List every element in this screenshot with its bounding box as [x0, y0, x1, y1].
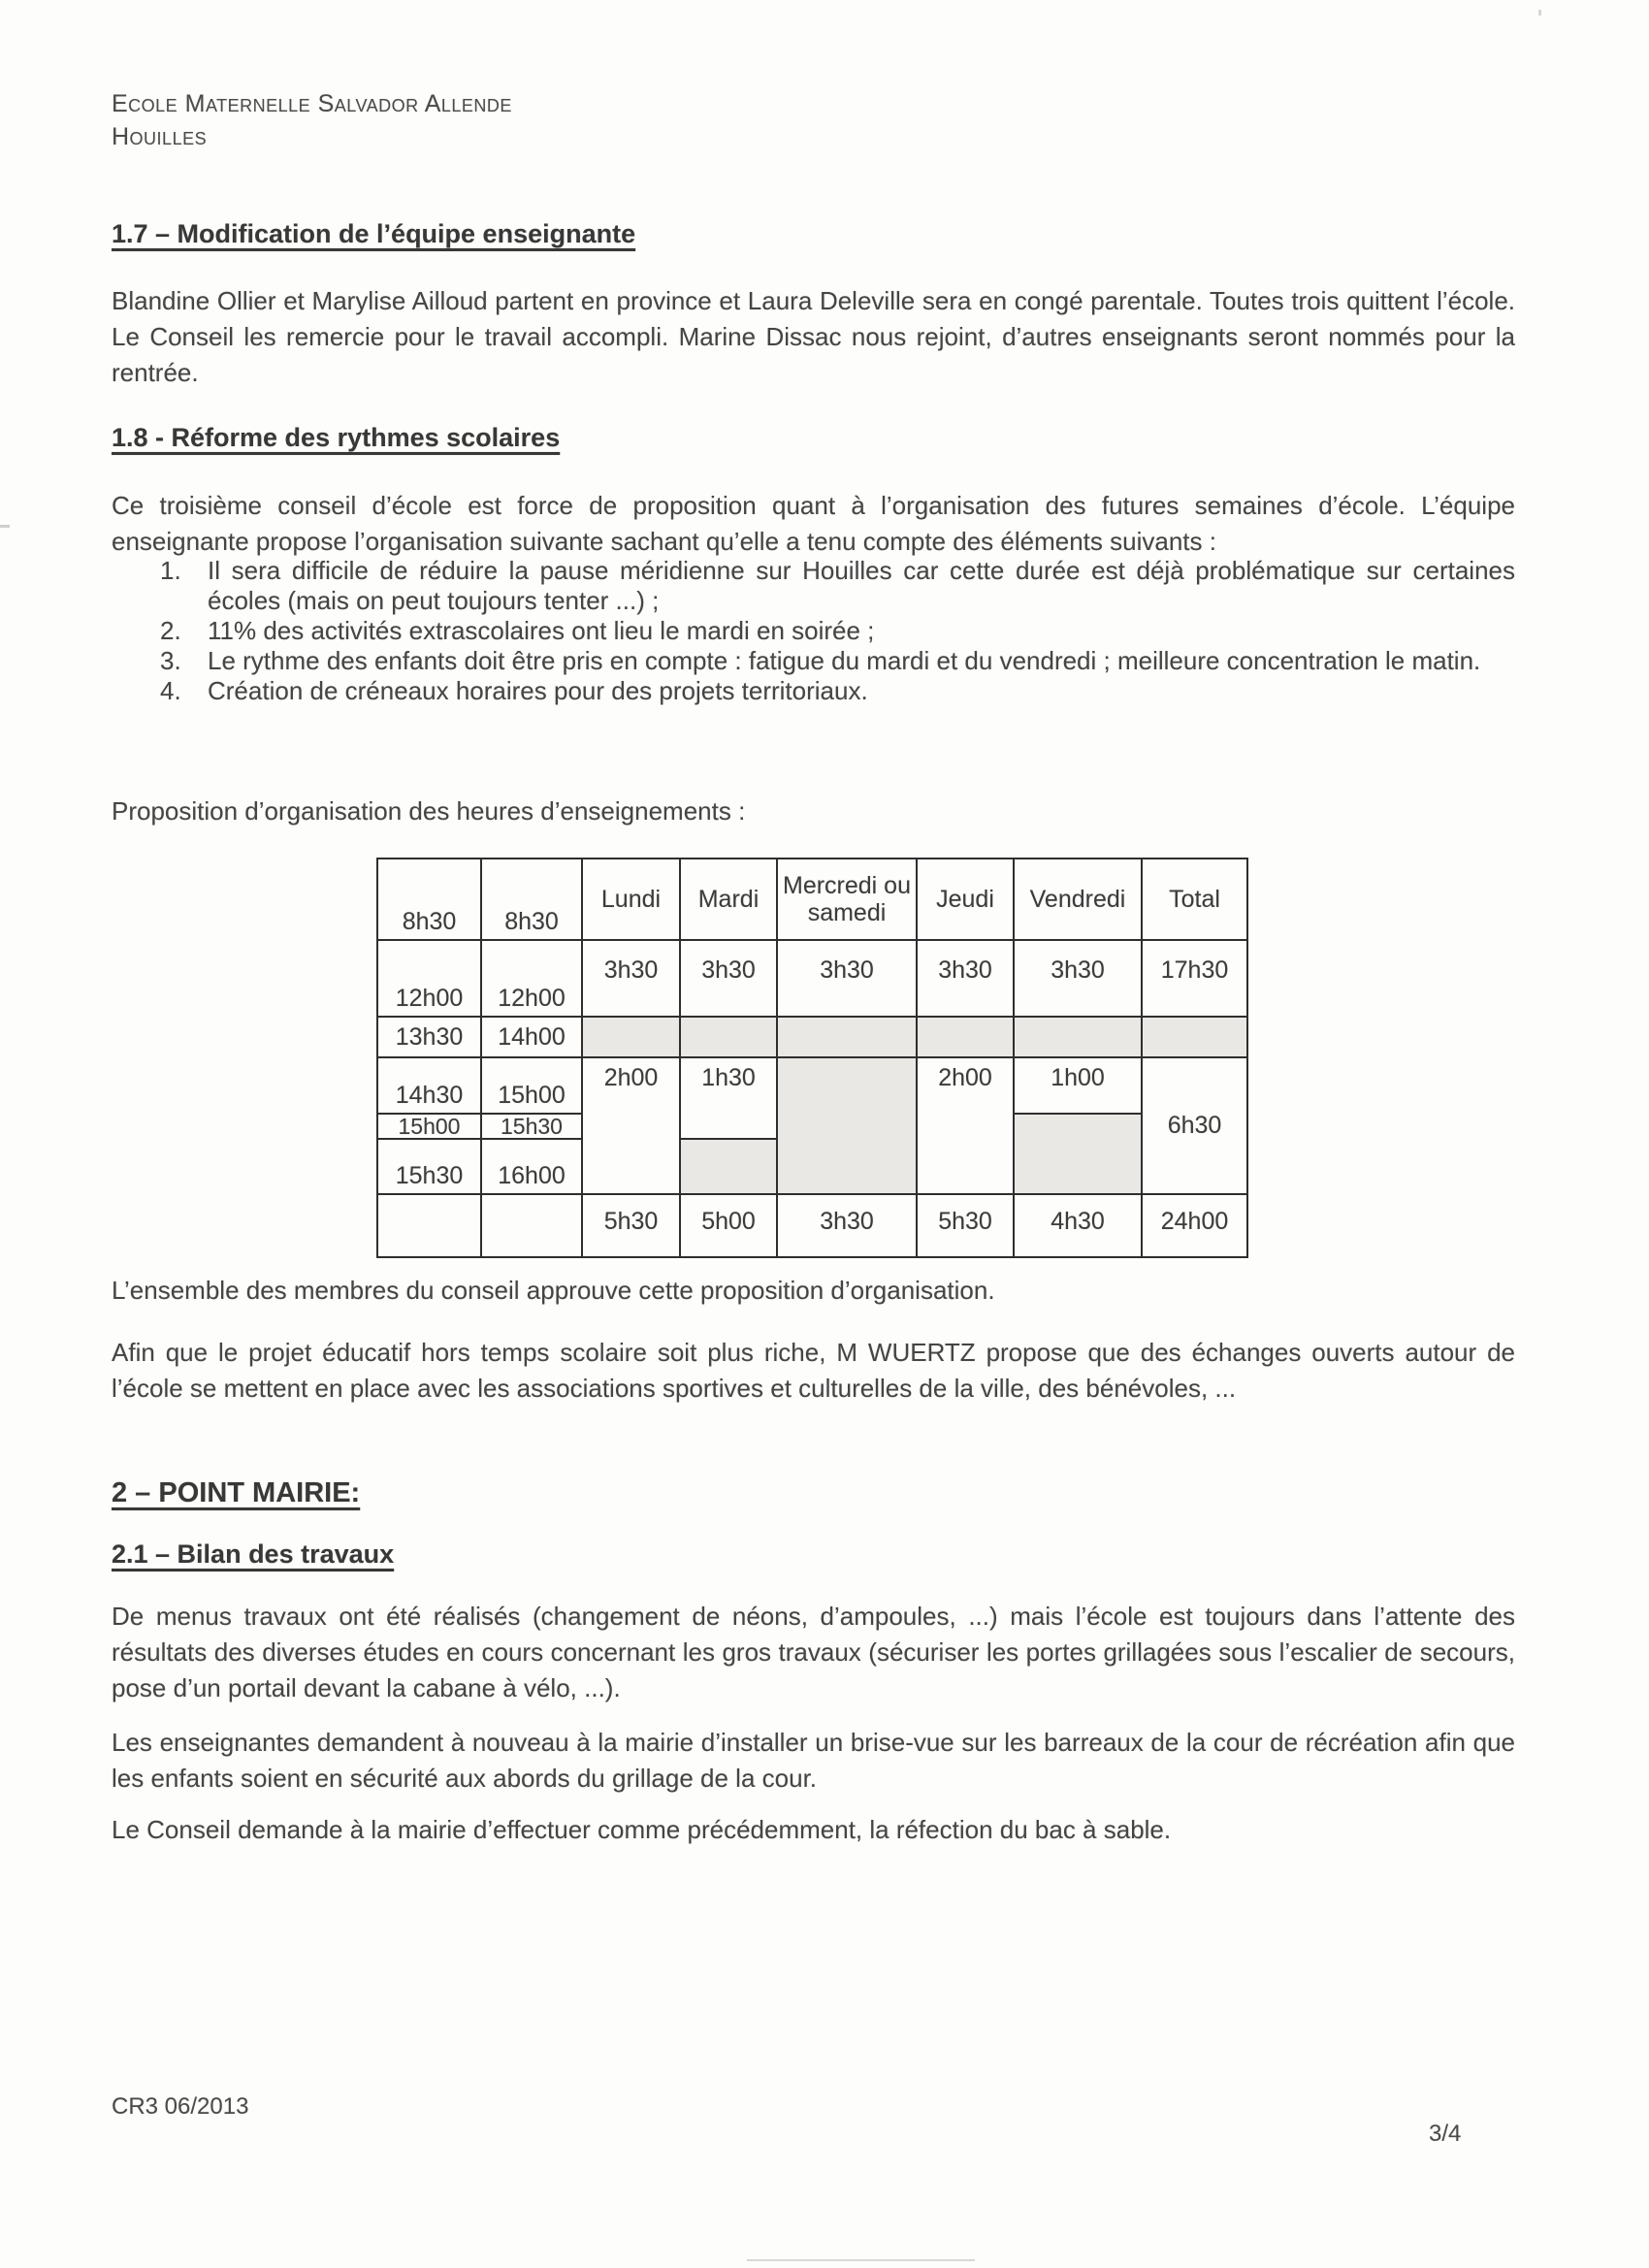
cell-afternoon-jeudi: 2h00	[917, 1057, 1014, 1194]
cell-day-mardi: Mardi	[680, 859, 777, 940]
cell-day-jeudi: Jeudi	[917, 859, 1014, 940]
cell-lunch-mercredi	[777, 1017, 917, 1057]
cell-lunch-total	[1142, 1017, 1247, 1057]
cell-end-1530: 15h30	[481, 1114, 582, 1139]
cell-start-1500: 15h00	[377, 1114, 481, 1139]
cell-end-1500: 15h00	[481, 1057, 582, 1114]
paragraph-travaux: De menus travaux ont été réalisés (changement de néons, d’ampoules, ...) mais l’école est toujours dans l’attente des résultats des diverses études en cours concernant les gros travaux (sécuriser les portes grillagées sous l’escalier de secours, pose d’un portail devant la cabane à vélo, ...).	[112, 1602, 1515, 1702]
cell-totals-start-empty	[377, 1194, 481, 1257]
letterhead-city: Houilles	[112, 123, 208, 150]
list-number: 3.	[160, 646, 181, 675]
cell-morning-jeudi: 3h30	[917, 940, 1014, 1017]
paragraph-brise-vue: Les enseignantes demandent à nouveau à la mairie d’installer un brise-vue sur les barreaux de la cour de récréation afin que les enfants soient en sécurité aux abords du grillage de la cour.	[112, 1728, 1515, 1793]
cell-end-830: 8h30	[481, 859, 582, 940]
heading-1-8: 1.8 - Réforme des rythmes scolaires	[112, 423, 561, 452]
list-text: Le rythme des enfants doit être pris en compte : fatigue du mardi et du vendredi ; meilleure concentration le matin.	[208, 646, 1481, 675]
cell-morning-mercredi: 3h30	[777, 940, 917, 1017]
list-item-1	[112, 556, 1515, 616]
cell-end-1400: 14h00	[481, 1017, 582, 1057]
cell-total-jeudi: 5h30	[917, 1194, 1014, 1257]
cell-afternoon-mardi: 1h30	[680, 1057, 777, 1139]
cell-total-mercredi: 3h30	[777, 1194, 917, 1257]
cell-lunch-mardi	[680, 1017, 777, 1057]
list-number: 2.	[160, 616, 181, 645]
cell-day-mercredi-samedi: Mercredi ou samedi	[777, 859, 917, 940]
cell-lunch-vendredi	[1014, 1017, 1142, 1057]
list-number: 4.	[160, 676, 181, 705]
cell-total-week: 24h00	[1142, 1194, 1247, 1257]
cell-day-lundi: Lundi	[582, 859, 680, 940]
paragraph-bac-a-sable: Le Conseil demande à la mairie d’effectuer comme précédemment, la réfection du bac à sable.	[112, 1815, 1172, 1844]
cell-lunch-lundi	[582, 1017, 680, 1057]
cell-morning-mardi: 3h30	[680, 940, 777, 1017]
cell-afternoon-vendredi-shaded	[1014, 1114, 1142, 1194]
cell-morning-lundi: 3h30	[582, 940, 680, 1017]
cell-day-vendredi: Vendredi	[1014, 859, 1142, 940]
list-item-2	[112, 616, 1515, 646]
list-item-3	[112, 646, 1515, 676]
approval-line: L’ensemble des membres du conseil approuve cette proposition d’organisation.	[112, 1276, 995, 1305]
cell-total-vendredi: 4h30	[1014, 1194, 1142, 1257]
paragraph-1-8: Ce troisième conseil d’école est force de proposition quant à l’organisation des futures semaines d’école. L’équipe enseignante propose l’organisation suivante sachant qu’elle a tenu compte des éléments suivants :	[112, 491, 1515, 556]
cell-start-1530: 15h30	[377, 1139, 481, 1194]
table-intro: Proposition d’organisation des heures d’enseignements :	[112, 796, 746, 826]
cell-afternoon-mardi-shaded	[680, 1139, 777, 1194]
list-number: 1.	[160, 556, 181, 585]
numbered-list	[112, 556, 1515, 706]
scan-artifact-top-speck	[1538, 10, 1541, 16]
cell-end-1200: 12h00	[481, 940, 582, 1017]
cell-totals-end-empty	[481, 1194, 582, 1257]
list-item-4	[112, 676, 1515, 706]
heading-1-7: 1.7 – Modification de l’équipe enseignante	[112, 219, 636, 248]
table-row-morning	[377, 940, 1247, 1017]
paragraph-1-7: Blandine Ollier et Marylise Ailloud partent en province et Laura Deleville sera en congé parentale. Toutes trois quittent l’école. Le Conseil les remercie pour le travail accompli. Marine Dissac nous rejoint, d’autres enseignants seront nommés pour la rentrée.	[112, 286, 1515, 387]
table-row-lunch	[377, 1017, 1247, 1057]
cell-afternoon-mercredi	[777, 1057, 917, 1194]
list-text: 11% des activités extrascolaires ont lieu le mardi en soirée ;	[208, 616, 875, 645]
cell-end-1600: 16h00	[481, 1139, 582, 1194]
cell-start-1330: 13h30	[377, 1017, 481, 1057]
scan-artifact-bottom-line	[747, 2259, 975, 2261]
table-row-header	[377, 859, 1247, 940]
cell-start-1200: 12h00	[377, 940, 481, 1017]
cell-total-lundi: 5h30	[582, 1194, 680, 1257]
cell-lunch-jeudi	[917, 1017, 1014, 1057]
cell-afternoon-lundi: 2h00	[582, 1057, 680, 1194]
cell-total-mardi: 5h00	[680, 1194, 777, 1257]
footer-reference: CR3 06/2013	[112, 2093, 249, 2120]
list-text: Il sera difficile de réduire la pause méridienne sur Houilles car cette durée est déjà problématique sur certaines écoles (mais on peut toujours tenter ...) ;	[208, 556, 1515, 615]
letterhead	[112, 87, 512, 153]
cell-afternoon-total: 6h30	[1142, 1057, 1247, 1194]
footer-page-number: 3/4	[1429, 2121, 1462, 2147]
heading-2-1: 2.1 – Bilan des travaux	[112, 1539, 395, 1569]
cell-afternoon-vendredi: 1h00	[1014, 1057, 1142, 1114]
list-text: Création de créneaux horaires pour des projets territoriaux.	[208, 676, 868, 705]
table-row-totals	[377, 1194, 1247, 1257]
cell-start-830: 8h30	[377, 859, 481, 940]
cell-day-total: Total	[1142, 859, 1247, 940]
cell-start-1430: 14h30	[377, 1057, 481, 1114]
scan-artifact-left-dash	[0, 525, 10, 528]
letterhead-school: Ecole Maternelle Salvador Allende	[112, 90, 512, 117]
cell-morning-total: 17h30	[1142, 940, 1247, 1017]
heading-2: 2 – POINT MAIRIE:	[112, 1477, 361, 1508]
table-row-afternoon-1	[377, 1057, 1247, 1114]
cell-morning-vendredi: 3h30	[1014, 940, 1142, 1017]
paragraph-exchanges: Afin que le projet éducatif hors temps scolaire soit plus riche, M WUERTZ propose que des échanges ouverts autour de l’école se mettent en place avec les associations sportives et culturelles de la ville, des bénévoles, ...	[112, 1338, 1515, 1403]
schedule-table	[376, 858, 1248, 1258]
